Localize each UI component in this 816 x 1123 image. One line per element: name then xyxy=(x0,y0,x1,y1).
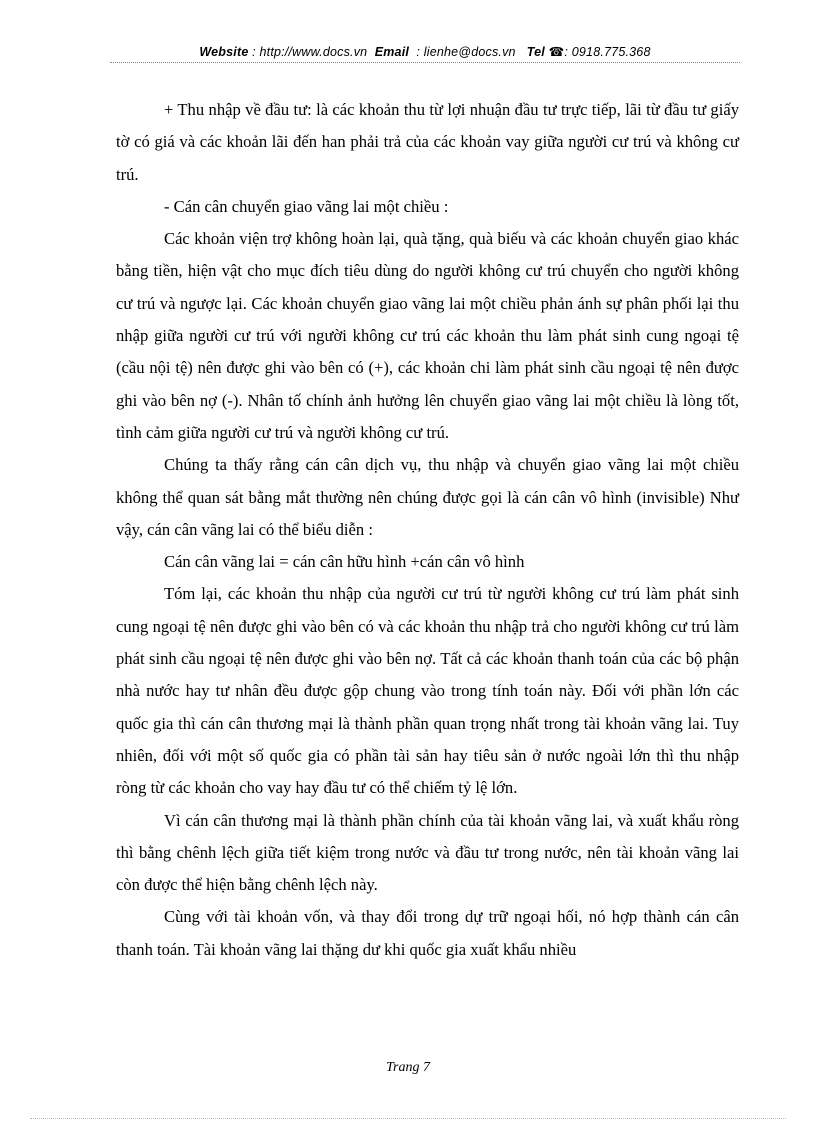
paragraph-transfer-description: Các khoản viện trợ không hoàn lại, quà tặng, quà biếu và các khoản chuyển giao khác bằng tiền, hiện vật cho mục đích tiêu dùng do người không cư trú chuyển cho người không cư trú và ngược lại. Các khoản chuyển giao vãng lai một chiều phản ánh sự phân phối lại thu nhập giữa người cư trú với người không cư trú các khoản thu làm phát sinh cung ngoại tệ (cầu nội tệ) nên được ghi vào bên có (+), các khoản chi làm phát sinh cầu ngoại tệ nên được ghi vào bên nợ (-). Nhân tố chính ảnh hưởng lên chuyển giao vãng lai một chiều là lòng tốt, tình cảm giữa người cư trú và người không cư trú. xyxy=(116,229,739,442)
tel-number: 0918.775.368 xyxy=(571,45,651,59)
paragraph-formula: Cán cân vãng lai = cán cân hữu hình +cán cân vô hình xyxy=(164,552,525,572)
page-header: Website : http://www.docs.vn Email : lienhe@docs.vn Tel ☎: 0918.775.368 xyxy=(199,45,651,59)
email-link[interactable]: lienhe@docs.vn xyxy=(423,45,516,59)
email-label: Email xyxy=(374,45,410,59)
telephone-icon: ☎ xyxy=(548,45,565,59)
paragraph-investment-income: + Thu nhập về đầu tư: là các khoản thu từ lợi nhuận đầu tư trực tiếp, lãi từ đầu tư giấy tờ có giá và các khoản lãi đến han phải trả của các khoản vay giữa người cư trú và không cư trú. xyxy=(116,100,739,184)
paragraph-net-exports: Vì cán cân thương mại là thành phần chính của tài khoản vãng lai, và xuất khẩu ròng thì bằng chênh lệch giữa tiết kiệm trong nước và đầu tư trong nước, nên tài khoản vãng lai còn được thể hiện bằng chênh lệch này. xyxy=(116,810,739,895)
page-number: Trang 7 xyxy=(386,1060,430,1075)
website-label: Website xyxy=(199,45,249,59)
document-body xyxy=(116,94,739,966)
paragraph-transfer-heading: - Cán cân chuyển giao vãng lai một chiều : xyxy=(164,196,449,216)
tel-label: Tel xyxy=(526,45,545,59)
website-link[interactable]: http://www.docs.vn xyxy=(259,45,368,59)
paragraph-invisible-balance: Chúng ta thấy rằng cán cân dịch vụ, thu nhập và chuyển giao vãng lai một chiều không thể quan sát bằng mắt thường nên chúng được gọi là cán cân vô hình (invisible) Như vậy, cán cân vãng lai có thể biểu diễn : xyxy=(116,455,739,539)
paragraph-balance-of-payments: Cùng với tài khoản vốn, và thay đổi trong dự trữ ngoại hối, nó hợp thành cán cân thanh toán. Tài khoản vãng lai thặng dư khi quốc gia xuất khẩu nhiều xyxy=(116,907,739,959)
header-divider xyxy=(110,62,740,63)
page-bottom-divider xyxy=(30,1118,786,1119)
paragraph-summary: Tóm lại, các khoản thu nhập của người cư trú từ người không cư trú làm phát sinh cung ngoại tệ nên được ghi vào bên có và các khoản thu nhập trả cho người không cư trú làm phát sinh cầu ngoại tệ nên được ghi vào bên nợ. Tất cả các khoản thanh toán của các bộ phận nhà nước hay tư nhân đều được gộp chung vào trong tính toán này. Đối với phần lớn các quốc gia thì cán cân thương mại là thành phần quan trọng nhất trong tài khoản vãng lai. Tuy nhiên, đối với một số quốc gia có phần tài sản hay tiêu sản ở nước ngoài lớn thì thu nhập ròng từ các khoản cho vay hay đầu tư có thể chiếm tỷ lệ lớn. xyxy=(116,584,739,798)
